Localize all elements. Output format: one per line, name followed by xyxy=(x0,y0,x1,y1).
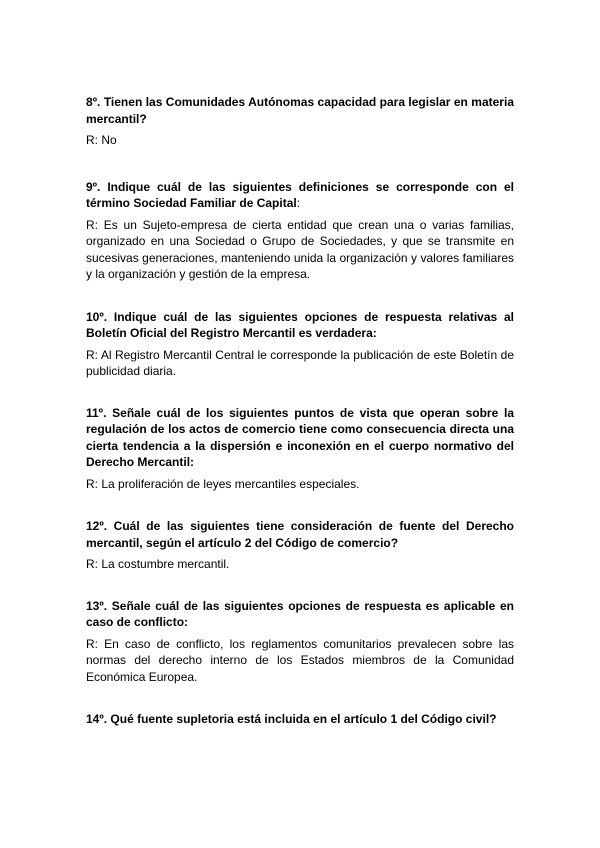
question-block-8 xyxy=(86,94,514,149)
answer-9: R: Es un Sujeto-empresa de cierta entidad que crean una o varias familias, organizado en una Sociedad o Grupo de Sociedades, y que se transmite en sucesivas generaciones, manteniendo unida la organización y valores familiares y la organización y gestión de la empresa. xyxy=(86,217,514,281)
question-block-14 xyxy=(86,711,514,728)
answer-11: R: La proliferación de leyes mercantiles especiales. xyxy=(86,476,360,491)
question-block-12 xyxy=(86,518,514,573)
question-14 xyxy=(86,711,514,728)
question-13 xyxy=(86,598,514,631)
question-10-text: 10º. Indique cuál de las siguientes opciones de respuesta relativas al Boletín Oficial del Registro Mercantil es verdadera: xyxy=(86,309,514,340)
question-11-text: 11º. Señale cuál de los siguientes puntos de vista que operan sobre la regulación de los actos de comercio tiene como consecuencia directa una cierta tendencia a la dispersión e inconexión en el cuerpo normativo del Derecho Mercantil: xyxy=(86,405,514,469)
question-block-13 xyxy=(86,598,514,686)
question-block-11 xyxy=(86,405,514,493)
question-9-colon: : xyxy=(296,196,301,210)
answer-10: R: Al Registro Mercantil Central le corresponde la publicación de este Boletín de publicidad diaria. xyxy=(86,347,514,378)
answer-12: R: La costumbre mercantil. xyxy=(86,557,230,571)
question-block-9 xyxy=(86,179,514,283)
document-page xyxy=(86,94,514,728)
question-block-10 xyxy=(86,309,514,380)
question-12 xyxy=(86,518,514,551)
question-9 xyxy=(86,179,514,212)
question-10 xyxy=(86,309,514,342)
question-11 xyxy=(86,405,514,471)
answer-13: R: En caso de conflicto, los reglamentos comunitarios prevalecen sobre las normas del derecho interno de los Estados miembros de la Comunidad Económica Europea. xyxy=(86,636,514,684)
question-8 xyxy=(86,94,514,127)
question-8-text: 8º. Tienen las Comunidades Autónomas capacidad para legislar en materia mercantil? xyxy=(86,95,514,126)
question-9-text: 9º. Indique cuál de las siguientes definiciones se corresponde con el término Sociedad Familiar de Capital xyxy=(86,179,514,210)
question-14-text: 14º. Qué fuente supletoria está incluida en el artículo 1 del Código civil? xyxy=(86,712,497,726)
answer-8: R: No xyxy=(86,133,117,147)
question-13-text: 13º. Señale cuál de las siguientes opciones de respuesta es aplicable en caso de conflicto: xyxy=(86,598,514,629)
question-12-text: 12º. Cuál de las siguientes tiene consideración de fuente del Derecho mercantil, según el artículo 2 del Código de comercio? xyxy=(86,519,514,550)
